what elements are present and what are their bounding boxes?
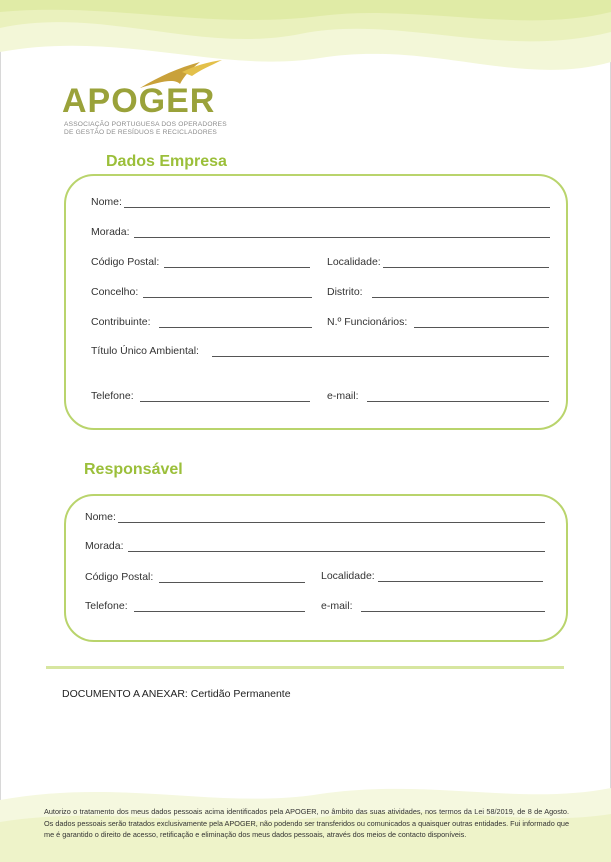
logo-subtitle bbox=[64, 121, 227, 137]
section-title-responsavel: Responsável bbox=[84, 461, 183, 478]
empresa-contribuinte-field[interactable] bbox=[159, 327, 312, 328]
empresa-nome-field[interactable] bbox=[124, 207, 550, 208]
documento-anexar-text: DOCUMENTO A ANEXAR: Certidão Permanente bbox=[62, 688, 291, 700]
responsavel-email-label: e-mail: bbox=[321, 600, 353, 612]
privacy-consent-text: Autorizo o tratamento dos meus dados pessoais acima identificados pela APOGER, no âmbito das suas atividades, nos termos da Lei 58/2019, de 8 de Agosto. Os dados pessoais serão tratados exclusivamente pela APOGER, não podendo ser transferidos ou comunicados a quaisquer outras entidades. Fui informado que me é garantido o direito de acesso, retificação e eliminação dos meus dados pessoais, através dos meios de contacto disponíveis. bbox=[44, 807, 569, 839]
empresa-morada-field[interactable] bbox=[134, 237, 550, 238]
empresa-funcionarios-label: N.º Funcionários: bbox=[327, 316, 408, 328]
empresa-titulo-unico-field[interactable] bbox=[212, 356, 549, 357]
responsavel-email-field[interactable] bbox=[361, 611, 545, 612]
responsavel-localidade-field[interactable] bbox=[378, 581, 543, 582]
empresa-email-field[interactable] bbox=[367, 401, 549, 402]
divider-rule bbox=[46, 666, 564, 669]
logo-subtitle-line1: ASSOCIAÇÃO PORTUGUESA DOS OPERADORES bbox=[64, 121, 227, 128]
empresa-titulo-unico-label: Título Único Ambiental: bbox=[91, 345, 199, 357]
empresa-telefone-label: Telefone: bbox=[91, 390, 134, 402]
empresa-funcionarios-field[interactable] bbox=[414, 327, 549, 328]
responsavel-telefone-field[interactable] bbox=[134, 611, 305, 612]
empresa-telefone-field[interactable] bbox=[140, 401, 310, 402]
logo-subtitle-line2: DE GESTÃO DE RESÍDUOS E RECICLADORES bbox=[64, 129, 218, 136]
responsavel-codigo-postal-field[interactable] bbox=[159, 582, 305, 583]
empresa-localidade-label: Localidade: bbox=[327, 256, 381, 268]
responsavel-morada-field[interactable] bbox=[128, 551, 545, 552]
empresa-contribuinte-label: Contribuinte: bbox=[91, 316, 151, 328]
empresa-codigo-postal-field[interactable] bbox=[164, 267, 310, 268]
empresa-concelho-label: Concelho: bbox=[91, 286, 139, 298]
responsavel-nome-field[interactable] bbox=[118, 522, 545, 523]
empresa-localidade-field[interactable] bbox=[383, 267, 549, 268]
empresa-morada-label: Morada: bbox=[91, 226, 130, 238]
apoger-logo bbox=[62, 58, 232, 140]
responsavel-nome-label: Nome: bbox=[85, 511, 116, 523]
empresa-concelho-field[interactable] bbox=[143, 297, 312, 298]
responsavel-telefone-label: Telefone: bbox=[85, 600, 128, 612]
responsavel-box bbox=[64, 494, 568, 642]
responsavel-codigo-postal-label: Código Postal: bbox=[85, 571, 154, 583]
responsavel-morada-label: Morada: bbox=[85, 540, 124, 552]
logo-wordmark: APOGER bbox=[62, 82, 216, 120]
empresa-nome-label: Nome: bbox=[91, 196, 122, 208]
empresa-email-label: e-mail: bbox=[327, 390, 359, 402]
empresa-box bbox=[64, 174, 568, 430]
empresa-distrito-field[interactable] bbox=[372, 297, 549, 298]
responsavel-localidade-label: Localidade: bbox=[321, 570, 375, 582]
empresa-codigo-postal-label: Código Postal: bbox=[91, 256, 160, 268]
empresa-distrito-label: Distrito: bbox=[327, 286, 363, 298]
section-title-empresa: Dados Empresa bbox=[106, 153, 227, 170]
